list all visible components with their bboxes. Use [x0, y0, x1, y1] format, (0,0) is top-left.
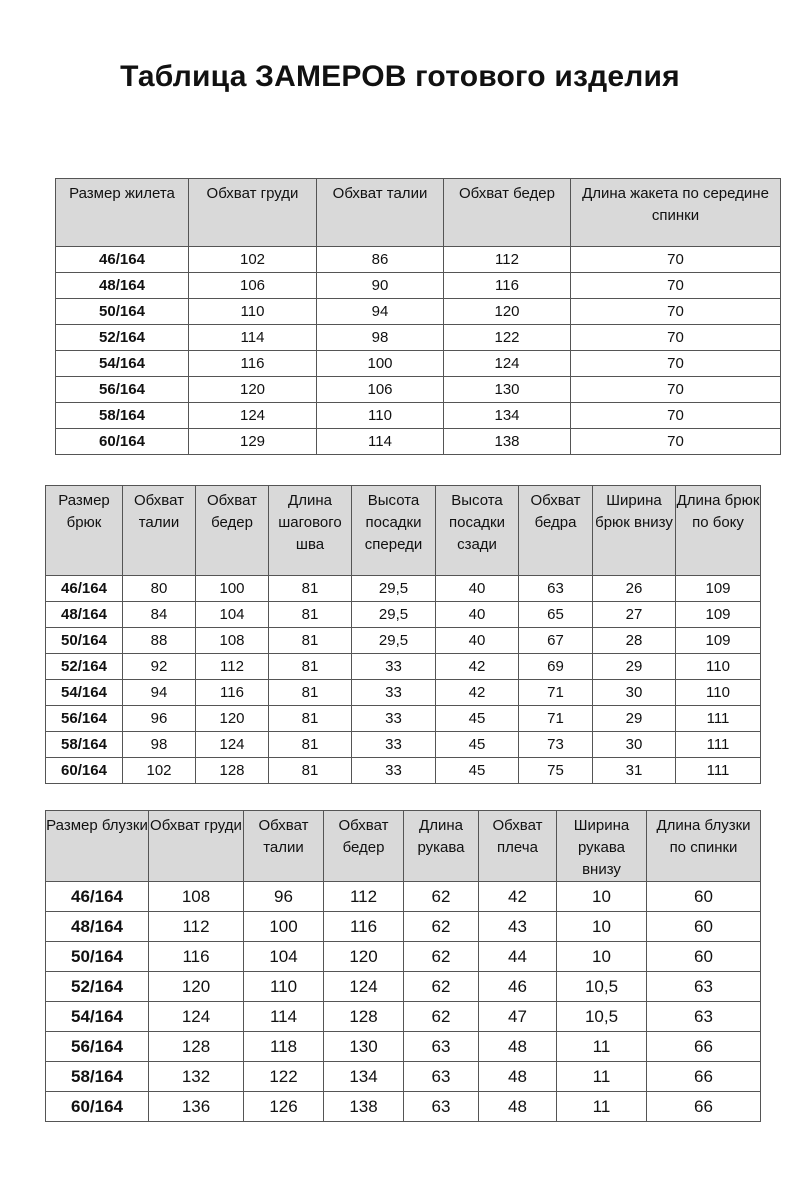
- size-cell: 54/164: [46, 1002, 149, 1032]
- size-cell: 54/164: [56, 351, 189, 377]
- value-cell: 92: [123, 654, 196, 680]
- value-cell: 110: [189, 299, 317, 325]
- value-cell: 100: [244, 912, 324, 942]
- value-cell: 48: [479, 1062, 557, 1092]
- value-cell: 63: [647, 972, 761, 1002]
- value-cell: 60: [647, 882, 761, 912]
- value-cell: 42: [436, 654, 519, 680]
- value-cell: 42: [479, 882, 557, 912]
- value-cell: 70: [571, 273, 781, 299]
- value-cell: 110: [244, 972, 324, 1002]
- table-row: [56, 299, 781, 325]
- value-cell: 111: [676, 706, 761, 732]
- value-cell: 116: [149, 942, 244, 972]
- value-cell: 70: [571, 299, 781, 325]
- table-row: [46, 628, 761, 654]
- value-cell: 128: [324, 1002, 404, 1032]
- column-header: Обхват талии: [244, 811, 324, 882]
- value-cell: 114: [244, 1002, 324, 1032]
- value-cell: 112: [196, 654, 269, 680]
- value-cell: 111: [676, 758, 761, 784]
- column-header: Обхват груди: [149, 811, 244, 882]
- column-header: Размер жилета: [56, 179, 189, 247]
- page-title: Таблица ЗАМЕРОВ готового изделия: [120, 60, 680, 93]
- value-cell: 60: [647, 912, 761, 942]
- trousers-size-table: [45, 485, 761, 784]
- value-cell: 33: [352, 706, 436, 732]
- size-cell: 58/164: [56, 403, 189, 429]
- value-cell: 128: [149, 1032, 244, 1062]
- value-cell: 65: [519, 602, 593, 628]
- value-cell: 136: [149, 1092, 244, 1122]
- table-row: [46, 1062, 761, 1092]
- value-cell: 10: [557, 942, 647, 972]
- size-cell: 54/164: [46, 680, 123, 706]
- size-cell: 50/164: [46, 942, 149, 972]
- value-cell: 66: [647, 1032, 761, 1062]
- value-cell: 114: [317, 429, 444, 455]
- value-cell: 104: [196, 602, 269, 628]
- value-cell: 81: [269, 602, 352, 628]
- value-cell: 100: [196, 576, 269, 602]
- column-header: Длина шагового шва: [269, 486, 352, 576]
- value-cell: 70: [571, 377, 781, 403]
- value-cell: 70: [571, 351, 781, 377]
- value-cell: 27: [593, 602, 676, 628]
- value-cell: 66: [647, 1062, 761, 1092]
- column-header: Обхват талии: [317, 179, 444, 247]
- value-cell: 63: [404, 1092, 479, 1122]
- value-cell: 116: [324, 912, 404, 942]
- column-header: Обхват талии: [123, 486, 196, 576]
- value-cell: 40: [436, 602, 519, 628]
- value-cell: 26: [593, 576, 676, 602]
- table-header-row: [56, 179, 781, 247]
- value-cell: 71: [519, 706, 593, 732]
- table-row: [46, 576, 761, 602]
- value-cell: 81: [269, 732, 352, 758]
- value-cell: 70: [571, 429, 781, 455]
- value-cell: 10: [557, 882, 647, 912]
- size-cell: 50/164: [56, 299, 189, 325]
- value-cell: 134: [324, 1062, 404, 1092]
- table-row: [56, 403, 781, 429]
- value-cell: 122: [244, 1062, 324, 1092]
- value-cell: 10,5: [557, 972, 647, 1002]
- size-cell: 50/164: [46, 628, 123, 654]
- value-cell: 81: [269, 706, 352, 732]
- value-cell: 71: [519, 680, 593, 706]
- value-cell: 116: [196, 680, 269, 706]
- value-cell: 40: [436, 576, 519, 602]
- value-cell: 124: [444, 351, 571, 377]
- size-cell: 56/164: [46, 706, 123, 732]
- column-header: Размер блузки: [46, 811, 149, 882]
- value-cell: 108: [149, 882, 244, 912]
- value-cell: 98: [123, 732, 196, 758]
- value-cell: 33: [352, 732, 436, 758]
- value-cell: 63: [404, 1062, 479, 1092]
- table-row: [46, 680, 761, 706]
- column-header: Длина брюк по боку: [676, 486, 761, 576]
- column-header: Высота посадки спереди: [352, 486, 436, 576]
- table-row: [46, 912, 761, 942]
- value-cell: 124: [189, 403, 317, 429]
- size-cell: 56/164: [46, 1032, 149, 1062]
- table-row: [46, 732, 761, 758]
- column-header: Длина жакета по середине спинки: [571, 179, 781, 247]
- column-header: Обхват плеча: [479, 811, 557, 882]
- value-cell: 29: [593, 654, 676, 680]
- value-cell: 94: [317, 299, 444, 325]
- value-cell: 134: [444, 403, 571, 429]
- value-cell: 29,5: [352, 602, 436, 628]
- size-cell: 48/164: [46, 912, 149, 942]
- value-cell: 67: [519, 628, 593, 654]
- value-cell: 40: [436, 628, 519, 654]
- value-cell: 47: [479, 1002, 557, 1032]
- value-cell: 63: [647, 1002, 761, 1032]
- value-cell: 130: [324, 1032, 404, 1062]
- value-cell: 109: [676, 602, 761, 628]
- value-cell: 132: [149, 1062, 244, 1092]
- value-cell: 116: [189, 351, 317, 377]
- value-cell: 62: [404, 912, 479, 942]
- value-cell: 124: [196, 732, 269, 758]
- value-cell: 120: [324, 942, 404, 972]
- size-cell: 58/164: [46, 1062, 149, 1092]
- value-cell: 63: [519, 576, 593, 602]
- value-cell: 43: [479, 912, 557, 942]
- value-cell: 31: [593, 758, 676, 784]
- table-row: [46, 602, 761, 628]
- size-cell: 46/164: [56, 247, 189, 273]
- value-cell: 130: [444, 377, 571, 403]
- column-header: Ширина рукава внизу: [557, 811, 647, 882]
- value-cell: 10: [557, 912, 647, 942]
- size-cell: 52/164: [46, 972, 149, 1002]
- value-cell: 94: [123, 680, 196, 706]
- value-cell: 98: [317, 325, 444, 351]
- value-cell: 81: [269, 628, 352, 654]
- value-cell: 112: [324, 882, 404, 912]
- value-cell: 118: [244, 1032, 324, 1062]
- value-cell: 45: [436, 706, 519, 732]
- size-cell: 48/164: [56, 273, 189, 299]
- column-header: Обхват груди: [189, 179, 317, 247]
- size-cell: 52/164: [56, 325, 189, 351]
- size-cell: 60/164: [46, 1092, 149, 1122]
- vest-size-table: [55, 178, 781, 455]
- value-cell: 129: [189, 429, 317, 455]
- value-cell: 116: [444, 273, 571, 299]
- value-cell: 69: [519, 654, 593, 680]
- value-cell: 138: [324, 1092, 404, 1122]
- value-cell: 81: [269, 654, 352, 680]
- value-cell: 60: [647, 942, 761, 972]
- table-row: [46, 972, 761, 1002]
- value-cell: 62: [404, 942, 479, 972]
- value-cell: 29,5: [352, 628, 436, 654]
- value-cell: 112: [149, 912, 244, 942]
- table-row: [46, 706, 761, 732]
- column-header: Ширина брюк внизу: [593, 486, 676, 576]
- value-cell: 29: [593, 706, 676, 732]
- value-cell: 126: [244, 1092, 324, 1122]
- value-cell: 96: [244, 882, 324, 912]
- value-cell: 96: [123, 706, 196, 732]
- value-cell: 81: [269, 758, 352, 784]
- value-cell: 86: [317, 247, 444, 273]
- value-cell: 88: [123, 628, 196, 654]
- size-cell: 52/164: [46, 654, 123, 680]
- table-header-row: [46, 811, 761, 882]
- value-cell: 120: [189, 377, 317, 403]
- value-cell: 45: [436, 758, 519, 784]
- value-cell: 120: [149, 972, 244, 1002]
- table-row: [56, 429, 781, 455]
- value-cell: 110: [317, 403, 444, 429]
- value-cell: 30: [593, 732, 676, 758]
- value-cell: 30: [593, 680, 676, 706]
- value-cell: 104: [244, 942, 324, 972]
- value-cell: 138: [444, 429, 571, 455]
- value-cell: 70: [571, 247, 781, 273]
- value-cell: 48: [479, 1092, 557, 1122]
- value-cell: 73: [519, 732, 593, 758]
- value-cell: 122: [444, 325, 571, 351]
- column-header: Обхват бедер: [196, 486, 269, 576]
- value-cell: 46: [479, 972, 557, 1002]
- value-cell: 106: [189, 273, 317, 299]
- column-header: Длина блузки по спинки: [647, 811, 761, 882]
- value-cell: 110: [676, 654, 761, 680]
- value-cell: 11: [557, 1062, 647, 1092]
- value-cell: 111: [676, 732, 761, 758]
- blouse-size-table: [45, 810, 761, 1122]
- value-cell: 102: [123, 758, 196, 784]
- value-cell: 62: [404, 882, 479, 912]
- table-row: [46, 1002, 761, 1032]
- size-cell: 46/164: [46, 576, 123, 602]
- value-cell: 42: [436, 680, 519, 706]
- value-cell: 81: [269, 680, 352, 706]
- value-cell: 28: [593, 628, 676, 654]
- size-cell: 58/164: [46, 732, 123, 758]
- value-cell: 62: [404, 972, 479, 1002]
- value-cell: 11: [557, 1092, 647, 1122]
- table-row: [46, 942, 761, 972]
- table-row: [46, 758, 761, 784]
- size-cell: 56/164: [56, 377, 189, 403]
- value-cell: 33: [352, 758, 436, 784]
- table-row: [56, 377, 781, 403]
- value-cell: 114: [189, 325, 317, 351]
- table-row: [56, 247, 781, 273]
- size-cell: 46/164: [46, 882, 149, 912]
- value-cell: 112: [444, 247, 571, 273]
- value-cell: 110: [676, 680, 761, 706]
- value-cell: 62: [404, 1002, 479, 1032]
- table-row: [46, 1092, 761, 1122]
- value-cell: 70: [571, 325, 781, 351]
- column-header: Высота посадки сзади: [436, 486, 519, 576]
- value-cell: 29,5: [352, 576, 436, 602]
- value-cell: 124: [324, 972, 404, 1002]
- column-header: Размер брюк: [46, 486, 123, 576]
- value-cell: 120: [444, 299, 571, 325]
- table-header-row: [46, 486, 761, 576]
- value-cell: 66: [647, 1092, 761, 1122]
- value-cell: 70: [571, 403, 781, 429]
- value-cell: 48: [479, 1032, 557, 1062]
- value-cell: 45: [436, 732, 519, 758]
- size-cell: 60/164: [56, 429, 189, 455]
- column-header: Обхват бедра: [519, 486, 593, 576]
- value-cell: 44: [479, 942, 557, 972]
- column-header: Длина рукава: [404, 811, 479, 882]
- table-row: [56, 351, 781, 377]
- table-row: [46, 654, 761, 680]
- value-cell: 109: [676, 628, 761, 654]
- table-row: [56, 325, 781, 351]
- value-cell: 84: [123, 602, 196, 628]
- value-cell: 90: [317, 273, 444, 299]
- value-cell: 63: [404, 1032, 479, 1062]
- size-cell: 48/164: [46, 602, 123, 628]
- value-cell: 33: [352, 680, 436, 706]
- column-header: Обхват бедер: [444, 179, 571, 247]
- value-cell: 120: [196, 706, 269, 732]
- value-cell: 100: [317, 351, 444, 377]
- table-row: [56, 273, 781, 299]
- value-cell: 75: [519, 758, 593, 784]
- column-header: Обхват бедер: [324, 811, 404, 882]
- value-cell: 124: [149, 1002, 244, 1032]
- value-cell: 106: [317, 377, 444, 403]
- value-cell: 10,5: [557, 1002, 647, 1032]
- table-row: [46, 882, 761, 912]
- value-cell: 81: [269, 576, 352, 602]
- value-cell: 11: [557, 1032, 647, 1062]
- value-cell: 128: [196, 758, 269, 784]
- value-cell: 33: [352, 654, 436, 680]
- value-cell: 102: [189, 247, 317, 273]
- table-row: [46, 1032, 761, 1062]
- value-cell: 109: [676, 576, 761, 602]
- value-cell: 108: [196, 628, 269, 654]
- value-cell: 80: [123, 576, 196, 602]
- size-cell: 60/164: [46, 758, 123, 784]
